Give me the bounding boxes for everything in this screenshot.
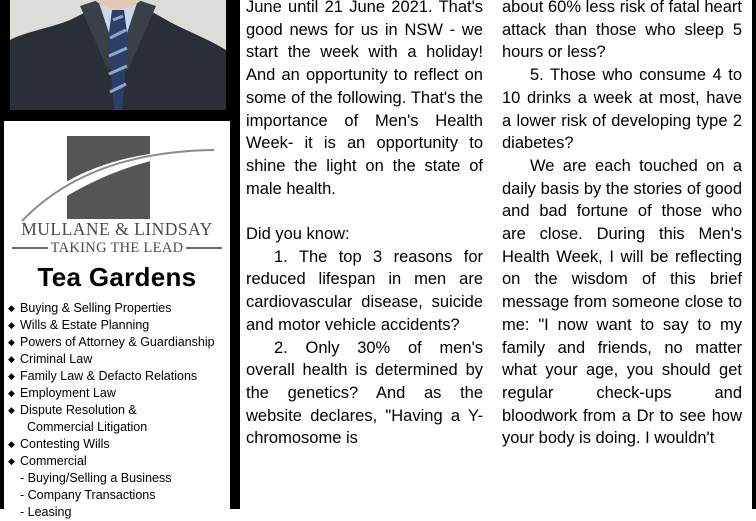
service-label: Buying & Selling Properties [20,301,172,315]
firm-name: MULLANE & LINDSAY [21,219,213,239]
left-column [0,0,240,519]
service-item [8,385,230,402]
service-label: Employment Law [20,386,116,400]
service-item [8,504,230,521]
service-item [8,436,230,453]
service-label: Commercial [20,454,87,468]
service-item [8,487,230,504]
service-label: - Leasing [20,505,72,519]
tagline-rule-right [186,247,222,249]
article-paragraph: We are each touched on a daily basis by the stories of good and bad fortune of those who are close. During this Men's Health Week, I will be reflecting on the wisdom of this brief message from someone close to me: "I now want to say to my family and friends, no matter what your age, you should get regular check-ups and bloodwork from a Dr to see how your body is doing. I wouldn't [502,156,742,448]
article-paragraph: 2. Only 30% of men's overall health is determined by the genetics? And as the website declares, "Having a Y-chromosome is [246,338,483,448]
firm-tagline: TAKING THE LEAD [50,239,184,256]
diamond-bullet-icon: ◆ [8,354,15,364]
diamond-bullet-icon: ◆ [8,456,15,466]
service-item [8,470,230,487]
tagline-row [12,240,222,256]
office-location: Tea Gardens [37,262,197,292]
service-item [8,334,230,351]
service-item [8,419,230,436]
services-list [8,300,230,521]
diamond-bullet-icon: ◆ [8,320,15,330]
law-firm-advertisement [4,121,230,521]
service-label: Dispute Resolution & [20,403,137,417]
diamond-bullet-icon: ◆ [8,388,15,398]
service-label: Commercial Litigation [27,420,148,434]
article-column-middle [246,0,483,450]
tagline-rule-left [12,247,48,249]
service-label: Criminal Law [20,352,93,366]
service-label: Wills & Estate Planning [20,318,150,332]
article-column-right [502,0,742,450]
service-item [8,300,230,317]
service-label: Powers of Attorney & Guardianship [20,335,215,349]
service-item [8,317,230,334]
diamond-bullet-icon: ◆ [8,337,15,347]
article-paragraph: Did you know: [246,225,350,244]
service-label: - Company Transactions [20,488,156,502]
article-paragraph: June until 21 June 2021. That's good news for us in NSW - we start the week with a holiday! And an opportunity to reflect on some of the following. That's the importance of Men's Health Week- it is an opportunity to shine the light on the state of male health. [246,0,483,198]
service-item [8,453,230,470]
service-label: Family Law & Defacto Relations [20,369,198,383]
page-edge [752,0,756,509]
service-item [8,402,230,419]
service-label: - Buying/Selling a Business [20,471,172,485]
diamond-bullet-icon: ◆ [8,439,15,449]
diamond-bullet-icon: ◆ [8,303,15,313]
article-paragraph: about 60% less risk of fatal heart attack than those who sleep 5 hours or less? [502,0,742,62]
article-paragraph: 1. The top 3 reasons for reduced lifespan in men are cardiovascular disease, suicide and motor vehicle accidents? [246,247,483,334]
service-item [8,351,230,368]
man-in-suit-image [10,0,226,110]
service-label: Contesting Wills [20,437,110,451]
diamond-bullet-icon: ◆ [8,371,15,381]
article-paragraph: 5. Those who consume 4 to 10 drinks a week at most, have a lower risk of developing type 2 diabetes? [502,66,742,153]
diamond-bullet-icon: ◆ [8,405,15,415]
paragraph-gap [246,200,483,223]
service-item [8,368,230,385]
author-photo [10,0,226,110]
